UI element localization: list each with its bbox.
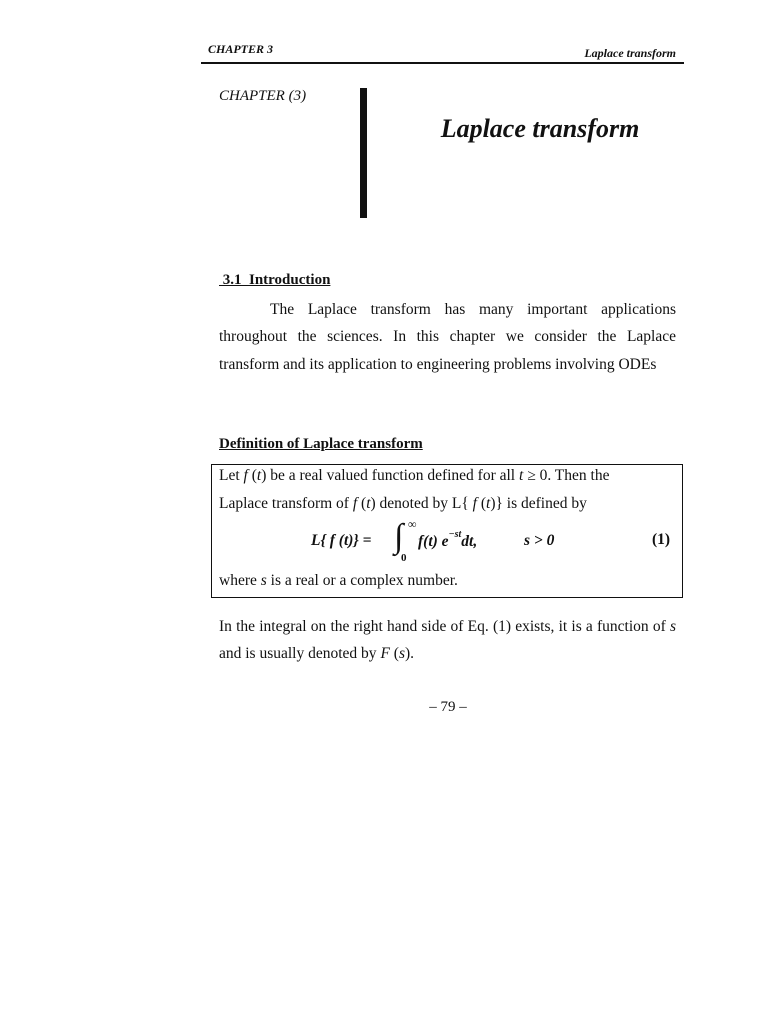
upper-limit: ∞ bbox=[408, 517, 417, 531]
definition-text bbox=[219, 462, 676, 518]
chapter-title: Laplace transform bbox=[440, 114, 640, 143]
chapter-label: CHAPTER (3) bbox=[219, 88, 307, 104]
definition-where: where s is a real or a complex number. bbox=[219, 572, 458, 589]
integral-sign: ∫ bbox=[394, 518, 404, 555]
follow-paragraph: In the integral on the right hand side of Eq. (1) exists, it is a function of s and is usually denoted by F (s). bbox=[219, 618, 676, 663]
equation-condition: s > 0 bbox=[524, 532, 555, 549]
intro-paragraph: The Laplace transform has many important applications throughout the sciences. In this chapter we consider the Laplace transform and its application to engineering problems involving ODEs bbox=[219, 301, 676, 373]
definition-line-2: Laplace transform of f (t) denoted by L{ f (t)} is defined by bbox=[219, 495, 587, 512]
equation-number: (1) bbox=[652, 531, 671, 548]
header-chapter: CHAPTER 3 bbox=[208, 42, 274, 56]
lower-limit: 0 bbox=[401, 552, 407, 564]
header-rule bbox=[201, 62, 684, 64]
equation-lhs: L{ f (t)} = bbox=[311, 532, 372, 549]
section-heading: 3.1 Introduction bbox=[219, 272, 331, 288]
page-number: – 79 – bbox=[429, 699, 467, 715]
header-title: Laplace transform bbox=[584, 46, 676, 60]
integrand: f(t) $e^{-st}dt$, bbox=[418, 529, 478, 551]
chapter-divider-bar bbox=[360, 88, 367, 218]
laplace-equation bbox=[311, 517, 577, 568]
definition-line-1: Let f (t) be a real valued function defined for all t ≥ 0. Then the bbox=[219, 467, 610, 484]
definition-heading: Definition of Laplace transform bbox=[219, 436, 423, 452]
